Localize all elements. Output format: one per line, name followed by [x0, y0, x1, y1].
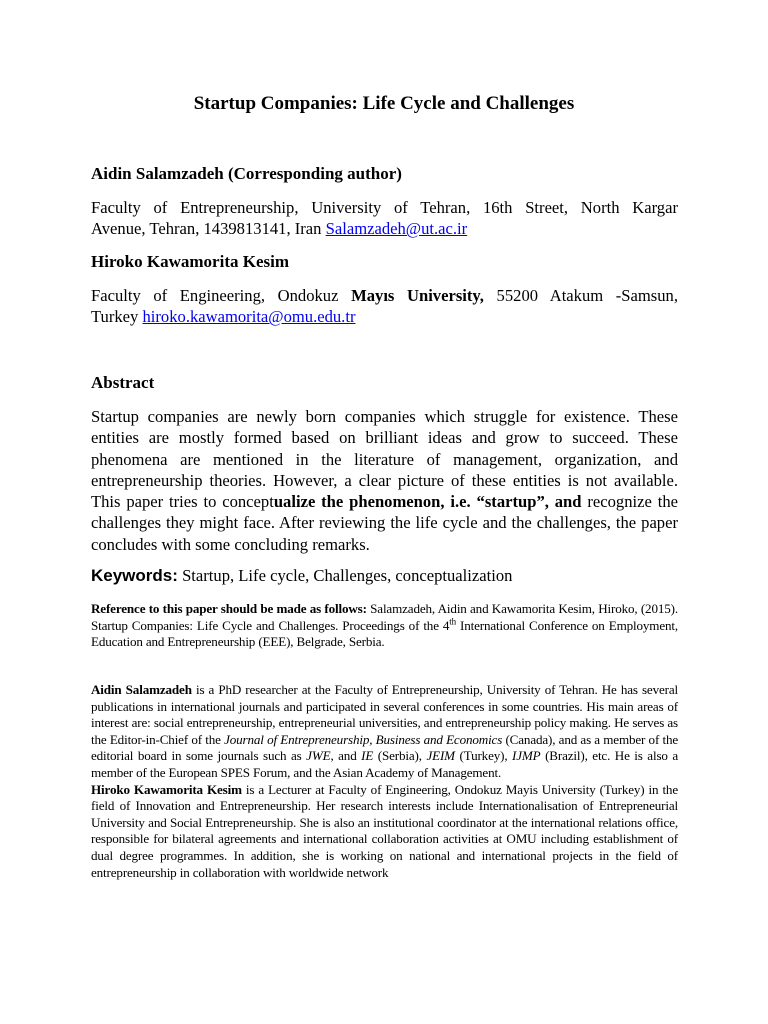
author2-affiliation-line1: [91, 285, 678, 306]
author1-name: Aidin Salamzadeh (Corresponding author): [91, 164, 402, 183]
abstract-text-b: recognize the challenges they might face. After reviewing the life cycle and the challenges, the paper concludes with some concluding remarks.: [91, 492, 678, 554]
reference-label: Reference to this paper should be made as follows:: [91, 601, 367, 616]
bio1-jeim: JEIM: [426, 748, 455, 764]
abstract-text-bold: ualize the phenomenon, i.e. “startup”, and: [273, 492, 582, 512]
author2-country: Turkey: [91, 307, 139, 327]
bio1-ie: IE: [361, 748, 374, 764]
author1-affiliation: [91, 197, 678, 240]
abstract-text-a: Startup companies are newly born companies which struggle for existence. These entities are mostly formed based on brilliant ideas and grow to succeed. These phenomena are mentioned in the literature of management, organization, and entrepreneurship theories. However, a clear picture of these entities is not available. This paper tries to concept: [91, 407, 678, 512]
bio1-text-a: is a PhD researcher at the Faculty of Entrepreneurship, University of Tehran. He has several publications in international journals and participated in several conferences in some countries. His main areas of interest are: social entrepreneurship, entrepreneurial universities, and entrepreneurship policy making. He serves as the Editor-in-Chief of the: [91, 682, 679, 747]
bio-block: [91, 682, 678, 881]
bio1-name: Aidin Salamzadeh: [91, 682, 192, 697]
reference-sup: th: [449, 616, 456, 627]
bio1-text-c: , and: [330, 748, 362, 764]
author1-affiliation-line1: Faculty of Entrepreneurship, University of Tehran, 16th Street, North Kargar: [91, 198, 678, 217]
author1-affiliation-line2: [91, 218, 678, 239]
paper-title: Startup Companies: Life Cycle and Challenges: [193, 93, 575, 114]
abstract-heading: Abstract: [91, 373, 155, 392]
author1-affiliation-address: Avenue, Tehran, 1439813141, Iran: [91, 219, 322, 239]
reference-text: [91, 601, 678, 651]
reference-text-b: International Conference on Employment, Education and Entrepreneurship (EEE), Belgrade, Serbia.: [91, 617, 678, 650]
author2-affiliation: [91, 285, 678, 328]
abstract-body: [91, 406, 678, 555]
bio1-jwe: JWE: [306, 748, 331, 764]
bio2-body: is a Lecturer at Faculty of Engineering, Ondokuz Mayis University (Turkey) in the field of Innovation and Entrepreneurship. Her research interests include Internationalisation of Entrepreneurial University and Social Entrepreneurship. She is also an institutional coordinator at the international relations office, responsible for bilateral agreements and international collaboration activities at OMU including establishment of dual degree programmes. In addition, she is working on national and international projects in the field of entrepreneurship in collaboration with worldwide network: [91, 781, 678, 880]
keywords-line: [91, 566, 512, 586]
author2-name: Hiroko Kawamorita Kesim: [91, 252, 289, 271]
reference-block: [91, 601, 678, 651]
author2-affiliation-bold: Mayıs University,: [351, 286, 484, 305]
bio1-text-f: (Brazil), etc. He is also a member of the European SPES Forum, and the Asian Academy of Management.: [91, 748, 679, 780]
keywords-text: Startup, Life cycle, Challenges, conceptualization: [177, 566, 513, 585]
bio1-ijmp: IJMP: [512, 748, 541, 764]
author2-affiliation-a: Faculty of Engineering, Ondokuz: [91, 286, 352, 305]
author2-email-link[interactable]: hiroko.kawamorita@omu.edu.tr: [142, 307, 356, 327]
author1-email-link[interactable]: Salamzadeh@ut.ac.ir: [325, 219, 468, 239]
bio1-journal: Journal of Entrepreneurship, Business and Economics: [224, 731, 503, 747]
bio1-text: [91, 682, 678, 782]
author2-affiliation-b: 55200 Atakum -Samsun,: [483, 286, 678, 305]
bio2-name: Hiroko Kawamorita Kesim: [91, 781, 242, 797]
bio1-text-e: (Turkey),: [454, 748, 513, 764]
abstract-text: [91, 406, 678, 555]
author2-affiliation-line2: [91, 306, 678, 327]
keywords-label: Keywords:: [91, 566, 178, 585]
reference-text-a: Salamzadeh, Aidin and Kawamorita Kesim, Hiroko, (2015). Startup Companies: Life Cycle and Challenges. Proceedings of the 4: [91, 601, 678, 633]
bio2-text: [91, 782, 678, 882]
bio1-text-d: (Serbia),: [373, 748, 427, 764]
bio1-text-b: (Canada), and as a member of the editorial board in some journals such as: [91, 731, 679, 764]
